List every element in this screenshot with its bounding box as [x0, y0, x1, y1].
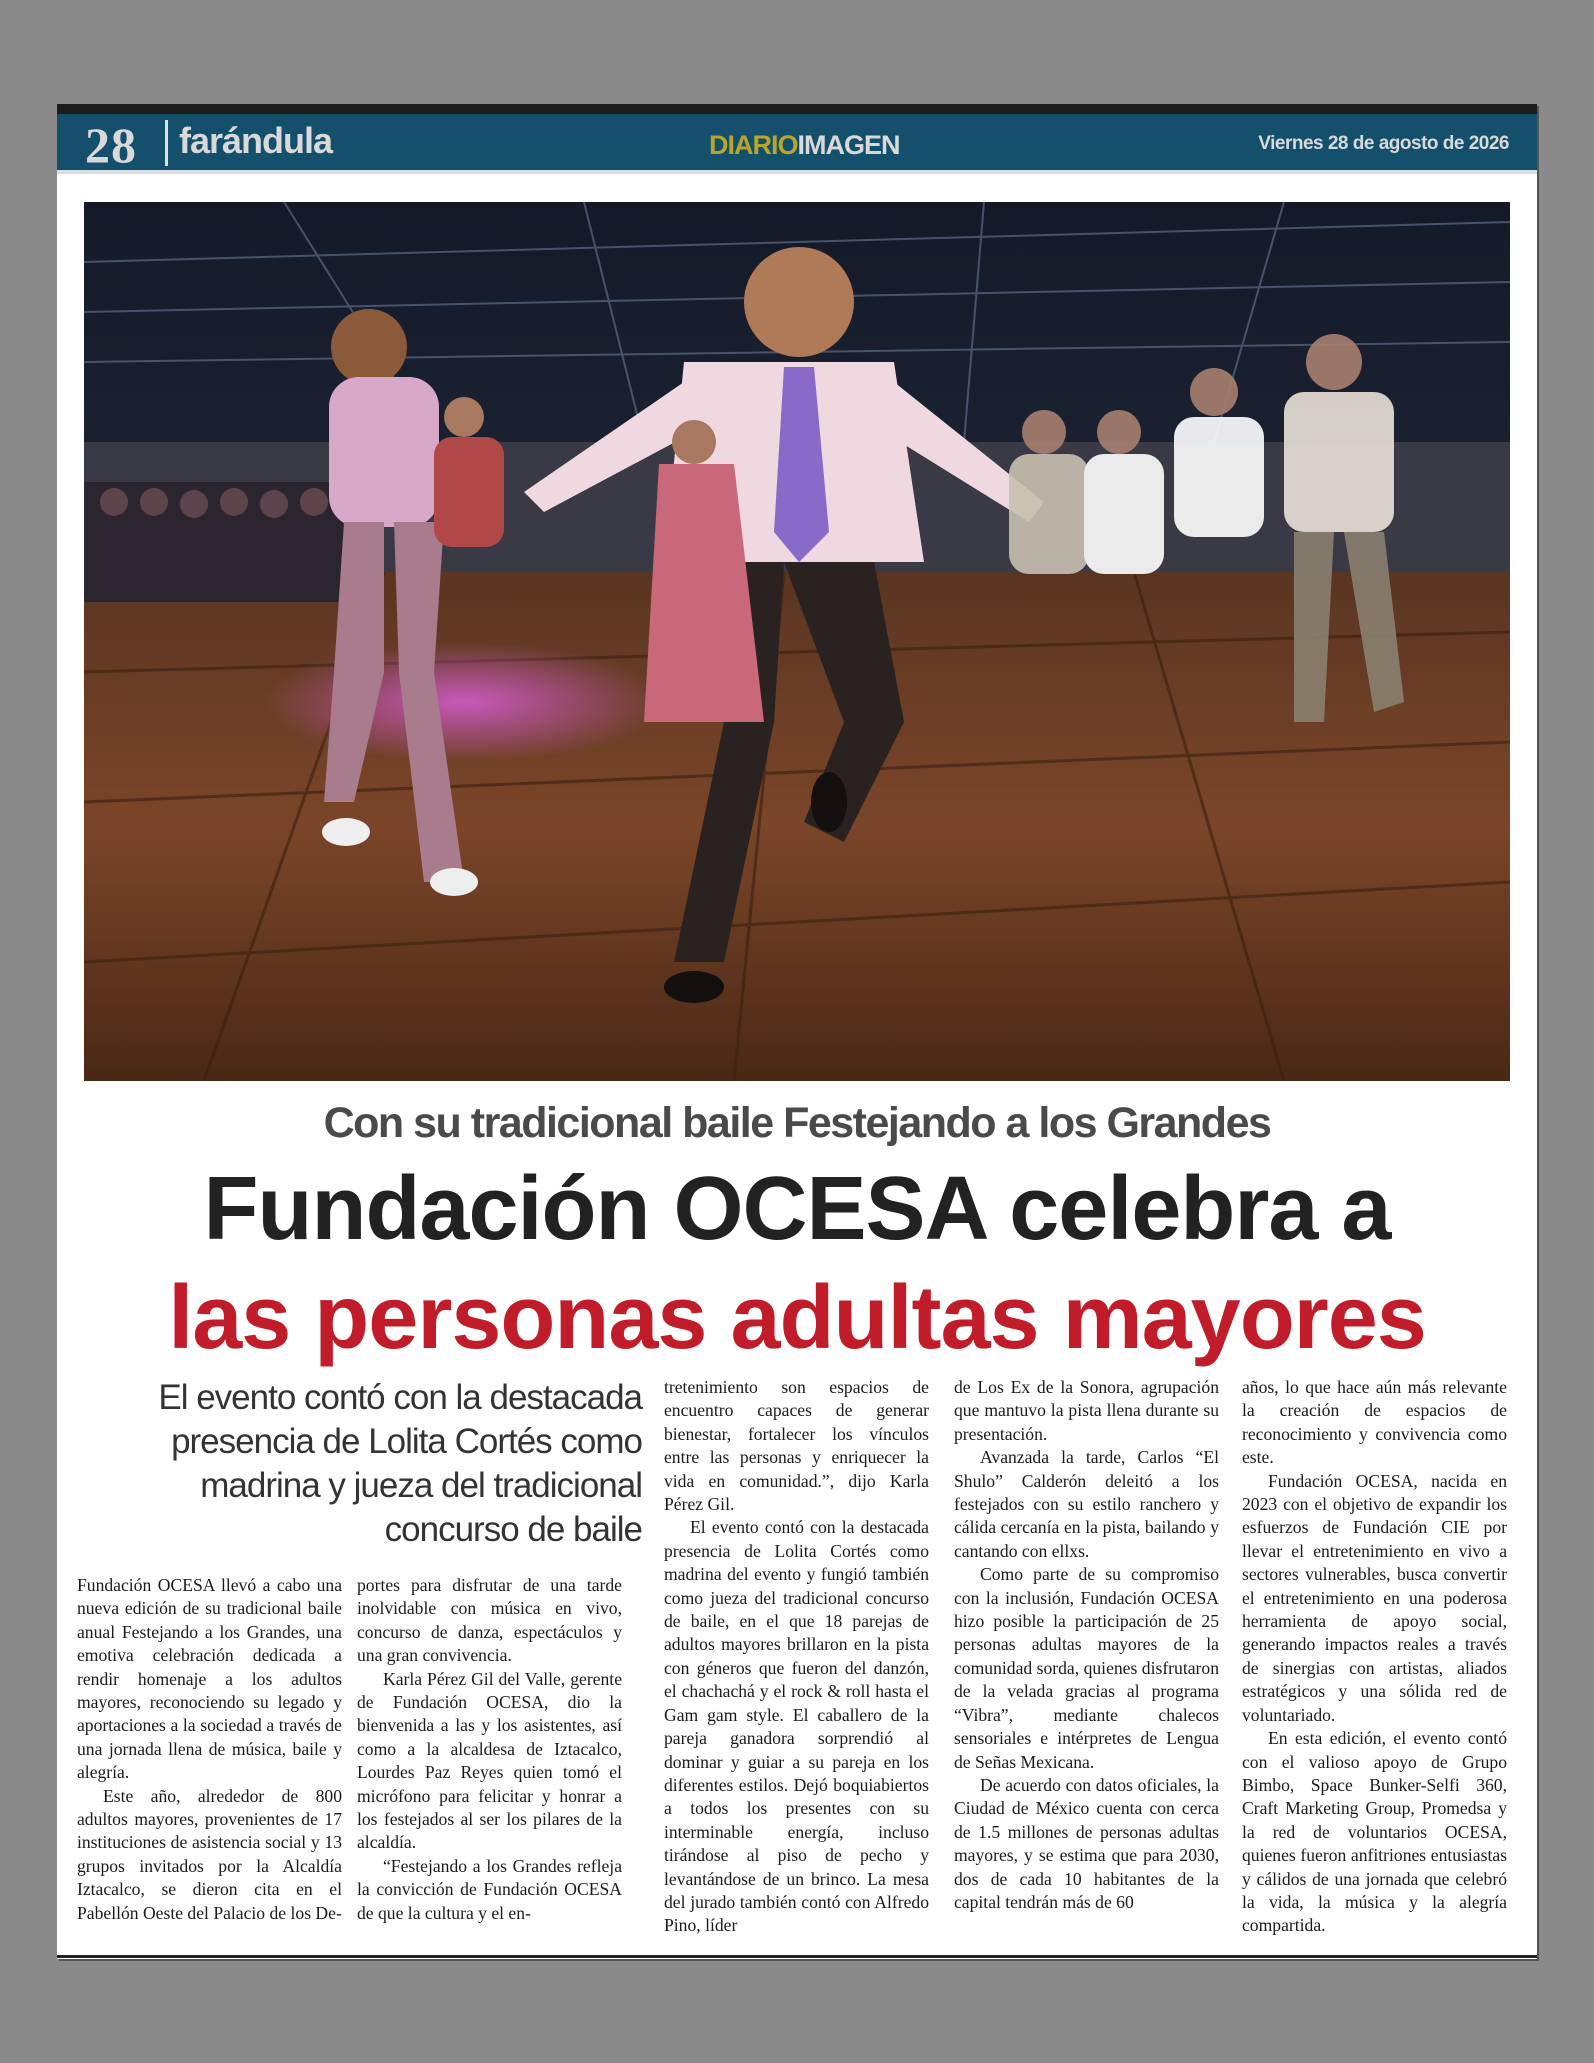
paragraph: El evento contó con la destacada presencia de Lolita Cortés como madrina del evento y fungió también como jueza del tradicional concurso de baile, en el que 18 parejas de adultos mayores brillaron en la pista con géneros que fueron del danzón, el chachachá y el rock & roll hasta el Gam gam style. El caballero de la pareja ganadora sorprendió al dominar y guiar a su pareja en los diferentes estilos. Dejó boquiabiertos a todos los presentes con su interminable energía, incluso tirándose al piso de pecho y levantándose de un brinco. La mesa del jurado también contó con Alfredo Pino, líder: [664, 1517, 929, 1936]
paragraph: tretenimiento son espacios de encuentro capaces de generar bienestar, fortalecer los vínculos entre las personas y enriquecer la vida en comunidad.”, dijo Karla Pérez Gil.: [664, 1377, 929, 1515]
column-5: [1242, 1376, 1507, 1938]
issue-date: Viernes 28 de agosto de 2026: [1258, 133, 1509, 154]
paragraph: Este año, alrededor de 800 adultos mayores, provenientes de 17 instituciones de asistencia social y 13 grupos invitados por la Alcaldía Iztacalco, se dieron cita en el Pabellón Oeste del Palacio de los De-: [77, 1785, 342, 1923]
paragraph: Como parte de su compromiso con la inclusión, Fundación OCESA hizo posible la participación de 25 personas adultas mayores de la comunidad sorda, quienes disfrutaron de la velada gracias al programa “Vibra”, mediante chalecos sensoriales e intérpretes de Lengua de Señas Mexicana.: [954, 1564, 1219, 1772]
paragraph: Avanzada la tarde, Carlos “El Shulo” Calderón deleitó a los festejados con su estilo ranchero y cálida cercanía en la pista, bailando y cantando con ellxs.: [954, 1447, 1219, 1561]
headline-line2: las personas adultas mayores: [168, 1268, 1426, 1368]
paragraph: Fundación OCESA llevó a cabo una nueva edición de su tradicional baile anual Festejando a los Grandes, una emotiva celebración dedicada a rendir homenaje a los adultos mayores, reconociendo su legado y aportaciones a la sociedad a través de una jornada llena de música, baile y alegría.: [77, 1575, 342, 1783]
bottom-rule: [57, 1955, 1537, 1958]
paragraph: años, lo que hace aún más relevante la creación de espacios de reconocimiento y convivencia como este.: [1242, 1377, 1507, 1468]
brand-logo: [709, 130, 900, 161]
newspaper-page: [57, 104, 1537, 1959]
paragraph: De acuerdo con datos oficiales, la Ciudad de México cuenta con cerca de 1.5 millones de personas adultas mayores, y se estima que para 2030, dos de cada 10 habitantes de la capital tendrán más de 60: [954, 1774, 1219, 1912]
page-number: 28: [85, 117, 137, 173]
article-deck: El evento contó con la destacada presencia de Lolita Cortés como madrina y jueza del tradicional concurso de baile: [158, 1378, 642, 1549]
paragraph: portes para disfrutar de una tarde inolvidable con música en vivo, concurso de danza, espectáculos y una gran convivencia.: [357, 1575, 622, 1666]
page-header: [57, 114, 1537, 174]
photo-illustration: [84, 202, 1510, 1081]
paragraph: Karla Pérez Gil del Valle, gerente de Fundación OCESA, dio la bienvenida a las y los asistentes, así como a la alcaldesa de Iztacalco, Lourdes Paz Reyes quien tomó el micrófono para felicitar y honrar a los festejados al ser los pilares de la alcaldía.: [357, 1668, 622, 1853]
column-2: [357, 1574, 622, 1925]
column-4: [954, 1376, 1219, 1914]
column-3: [664, 1376, 929, 1938]
paragraph: En esta edición, el evento contó con el valioso apoyo de Grupo Bimbo, Space Bunker-Selfi 360, Craft Marketing Group, Promedsa y la red de voluntarios OCESA, quienes fueron anfitriones entusiastas y cálidos de una jornada que celebró la vida, la música y la alegría compartida.: [1242, 1728, 1507, 1936]
paragraph: de Los Ex de la Sonora, agrupación que mantuvo la pista llena durante su presentación.: [954, 1377, 1219, 1444]
article-kicker: Con su tradicional baile Festejando a los Grandes: [323, 1099, 1271, 1147]
brand-part2: IMAGEN: [797, 130, 900, 160]
paragraph: Fundación OCESA, nacida en 2023 con el objetivo de expandir los esfuerzos de Fundación CIE por llevar el entretenimiento en vivo a sectores vulnerables, busca convertir el entretenimiento en una poderosa herramienta de apoyo social, generando impactos reales a través de sinergias con artistas, aliados estratégicos y una sólida red de voluntariado.: [1242, 1470, 1507, 1725]
header-divider: [165, 120, 168, 166]
section-name: farándula: [179, 120, 333, 161]
headline-line1: Fundación OCESA celebra a: [203, 1159, 1391, 1259]
column-1: [77, 1574, 342, 1925]
dancing-seniors-photo: [84, 202, 1510, 1081]
brand-part1: DIARIO: [709, 130, 798, 160]
top-rule: [57, 104, 1537, 114]
paragraph: “Festejando a los Grandes refleja la convicción de Fundación OCESA de que la cultura y el en-: [357, 1855, 622, 1923]
